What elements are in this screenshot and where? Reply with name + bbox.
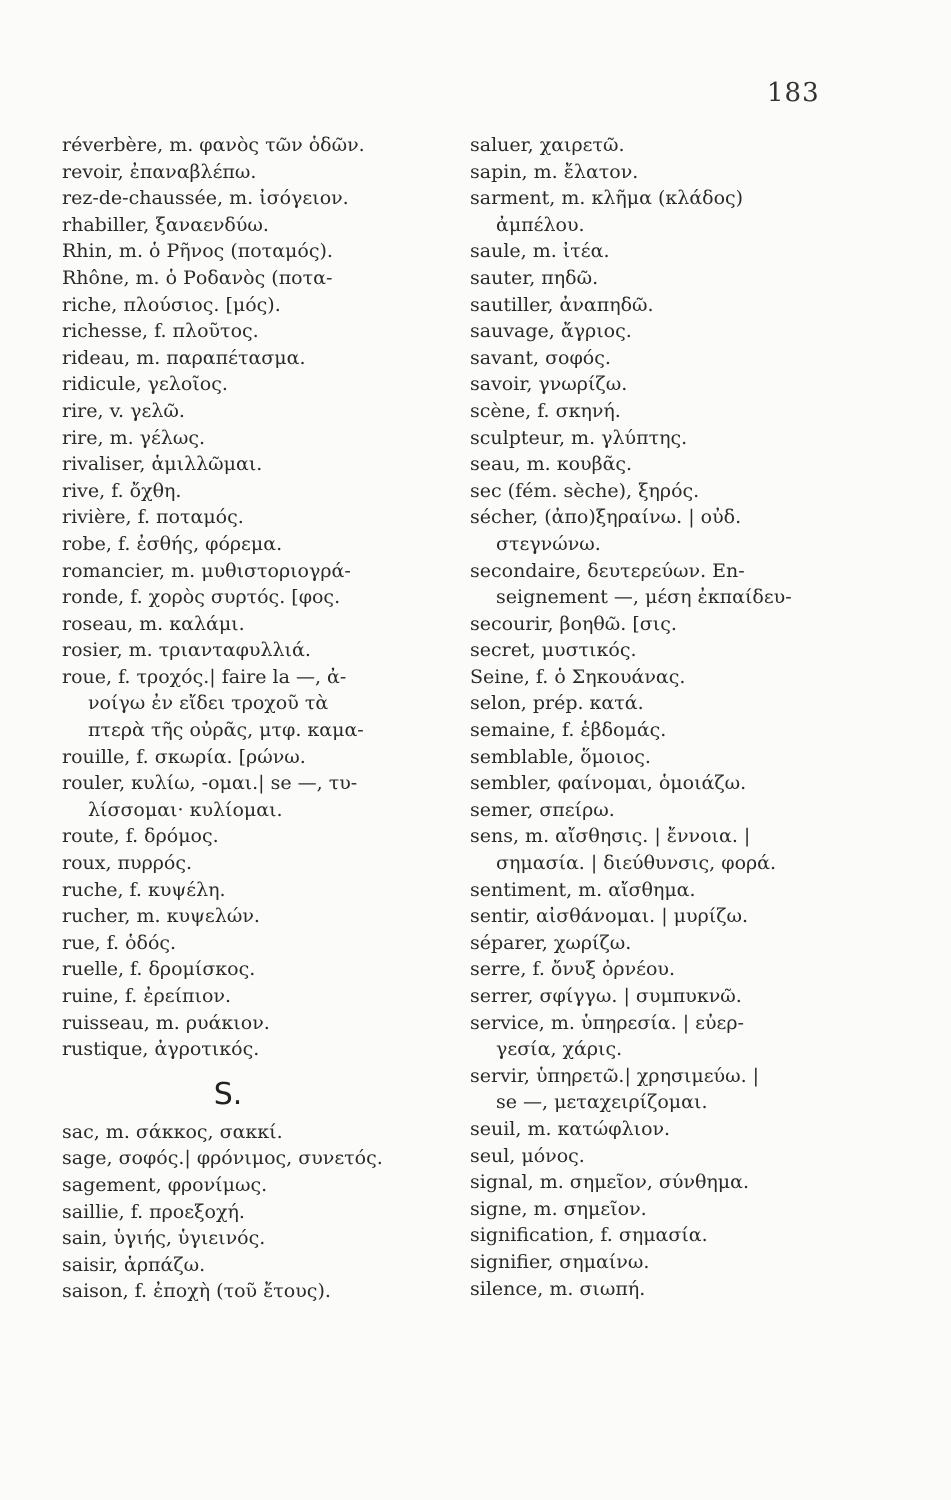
dictionary-entry-line: richesse, f. πλοῦτος. (62, 320, 259, 343)
dictionary-entry-line: rouler, κυλίω, -ομαι.| se —, τυ- (62, 772, 358, 795)
dictionary-entry-line: saluer, χαιρετῶ. (470, 134, 625, 156)
dictionary-entry-line: ruisseau, m. ρυάκιον. (62, 1011, 270, 1034)
dictionary-entry-line: στεγνώνω. (496, 532, 601, 555)
dictionary-entry-line: sculpteur, m. γλύπτης. (470, 426, 688, 449)
dictionary-entry-line: seau, m. κουβᾶς. (470, 453, 633, 476)
right-column (470, 132, 890, 1302)
dictionary-entry-line: γεσία, χάρις. (496, 1038, 623, 1061)
section-letter-s: S. (213, 1076, 243, 1112)
dictionary-entry-line: rucher, m. κυψελών. (62, 905, 260, 928)
dictionary-entry-line: sentir, αἰσθάνομαι. | μυρίζω. (470, 905, 749, 928)
dictionary-entry-line: rideau, m. παραπέτασμα. (62, 346, 306, 369)
dictionary-entry-line: signifier, σημαίνω. (470, 1250, 650, 1273)
dictionary-entry-line: sens, m. αἴσθησις. | ἔννοια. | (470, 825, 751, 848)
dictionary-entry-line: romancier, m. μυθιστοριογρά- (62, 559, 351, 582)
dictionary-entry-line: service, m. ὑπηρεσία. | εὐερ- (470, 1011, 744, 1034)
dictionary-entry-line: secret, μυστικός. (470, 639, 637, 662)
left-entries-s (62, 1119, 454, 1305)
dictionary-entry-line: rue, f. ὁδός. (62, 931, 177, 954)
dictionary-entry-line: signification, f. σημασία. (470, 1224, 708, 1247)
dictionary-entry-line: ridicule, γελοῖος. (62, 373, 228, 396)
dictionary-entry-line: se —, μεταχειρίζομαι. (496, 1091, 708, 1114)
dictionary-entry-line: seul, μόνος. (470, 1144, 585, 1167)
dictionary-entry-line: πτερὰ τῆς οὐρᾶς, μτφ. καμα- (88, 719, 364, 742)
dictionary-entry-line: rivaliser, ἁμιλλῶμαι. (62, 453, 263, 476)
dictionary-entry-line: semer, σπείρω. (470, 798, 615, 821)
dictionary-entry-line: sec (fém. sèche), ξηρός. (470, 479, 700, 502)
dictionary-entry-line: semaine, f. ἑβδομάς. (470, 719, 667, 742)
dictionary-entry-line: sauvage, ἄγριος. (470, 320, 632, 343)
dictionary-entry-line: sain, ὑγιής, ὑγιεινός. (62, 1227, 266, 1250)
dictionary-entry-line: saisir, ἁρπάζω. (62, 1253, 206, 1276)
dictionary-entry-line: secondaire, δευτερεύων. En- (470, 559, 745, 582)
dictionary-entry-line: rouille, f. σκωρία. [ρώνω. (62, 745, 306, 768)
dictionary-entry-line: signe, m. σημεῖον. (470, 1197, 647, 1220)
dictionary-entry-line: signal, m. σημεῖον, σύνθημα. (470, 1171, 749, 1194)
dictionary-entry-line: rivière, f. ποταμός. (62, 506, 244, 529)
dictionary-entry-line: rire, m. γέλως. (62, 426, 206, 449)
dictionary-entry-line: Rhône, m. ὁ Ροδανὸς (ποτα- (62, 266, 333, 289)
dictionary-entry-line: riche, πλούσιος. [μός). (62, 293, 281, 316)
dictionary-entry-line: sentiment, m. αἴσθημα. (470, 878, 696, 901)
left-entries-r (62, 132, 454, 1063)
dictionary-entry-line: seignement —, μέση ἐκπαίδευ- (496, 586, 792, 609)
dictionary-entry-line: route, f. δρόμος. (62, 825, 219, 848)
dictionary-entry-line: ronde, f. χορὸς συρτός. [φος. (62, 586, 341, 609)
dictionary-entry-line: silence, m. σιωπή. (470, 1277, 646, 1300)
dictionary-entry-line: λίσσομαι· κυλίομαι. (88, 798, 283, 821)
dictionary-entry-line: rhabiller, ξαναενδύω. (62, 213, 269, 236)
dictionary-entry-line: Rhin, m. ὁ Ρῆνος (ποταμός). (62, 240, 333, 263)
dictionary-entry-line: saison, f. ἐποχὴ (τοῦ ἔτους). (62, 1280, 331, 1303)
dictionary-entry-line: réverbère, m. φανὸς τῶν ὁδῶν. (62, 134, 365, 156)
dictionary-entry-line: ruche, f. κυψέλη. (62, 878, 226, 901)
dictionary-entry-line: séparer, χωρίζω. (470, 931, 632, 954)
dictionary-entry-line: secourir, βοηθῶ. [σις. (470, 612, 677, 635)
dictionary-entry-line: sécher, (ἀπο)ξηραίνω. | οὐδ. (470, 506, 742, 529)
dictionary-entry-line: roseau, m. καλάμι. (62, 612, 245, 635)
dictionary-entry-line: sapin, m. ἔλατον. (470, 160, 639, 183)
dictionary-entry-line: rustique, ἀγροτικός. (62, 1038, 260, 1061)
dictionary-entry-line: sauter, πηδῶ. (470, 266, 599, 289)
dictionary-entry-line: sage, σοφός.| φρόνιμος, συνετός. (62, 1147, 383, 1170)
dictionary-entry-line: rire, v. γελῶ. (62, 399, 185, 422)
dictionary-entry-line: ruelle, f. δρομίσκος. (62, 958, 256, 981)
dictionary-entry-line: servir, ὑπηρετῶ.| χρησιμεύω. | (470, 1064, 760, 1087)
dictionary-entry-line: sagement, φρονίμως. (62, 1173, 268, 1196)
dictionary-entry-line: ἀμπέλου. (496, 213, 585, 236)
dictionary-entry-line: serrer, σφίγγω. | συμπυκνῶ. (470, 985, 742, 1007)
right-entries (470, 132, 890, 1302)
dictionary-entry-line: roue, f. τροχός.| faire la —, ἀ- (62, 665, 347, 688)
dictionary-entry-line: sembler, φαίνομαι, ὁμοιάζω. (470, 772, 747, 795)
dictionary-entry-line: Seine, f. ὁ Σηκουάνας. (470, 665, 686, 688)
dictionary-entry-line: σημασία. | διεύθυνσις, φορά. (496, 852, 777, 875)
dictionary-entry-line: serre, f. ὄνυξ ὀρνέου. (470, 958, 675, 981)
dictionary-entry-line: selon, prép. κατά. (470, 692, 644, 715)
dictionary-entry-line: ruine, f. ἐρείπιον. (62, 985, 232, 1007)
dictionary-entry-line: seuil, m. κατώφλιον. (470, 1117, 671, 1140)
dictionary-entry-line: savant, σοφός. (470, 346, 611, 369)
dictionary-entry-line: sautiller, ἀναπηδῶ. (470, 293, 654, 316)
dictionary-entry-line: νοίγω ἐν εἴδει τροχοῦ τὰ (88, 692, 329, 715)
dictionary-entry-line: scène, f. σκηνή. (470, 399, 621, 422)
dictionary-entry-line: saule, m. ἰτέα. (470, 240, 610, 263)
dictionary-entry-line: sarment, m. κλῆμα (κλάδος) (470, 187, 744, 210)
page-number: 183 (767, 78, 820, 108)
dictionary-entry-line: saillie, f. προεξοχή. (62, 1200, 245, 1223)
dictionary-entry-line: rez-de-chaussée, m. ἰσόγειον. (62, 187, 349, 210)
dictionary-entry-line: revoir, ἐπαναβλέπω. (62, 160, 257, 183)
dictionary-entry-line: semblable, ὅμοιος. (470, 745, 651, 768)
dictionary-entry-line: savoir, γνωρίζω. (470, 373, 628, 396)
dictionary-entry-line: sac, m. σάκκος, σακκί. (62, 1120, 283, 1143)
dictionary-entry-line: robe, f. ἐσθής, φόρεμα. (62, 532, 283, 555)
dictionary-entry-line: roux, πυρρός. (62, 852, 193, 875)
dictionary-entry-line: rosier, m. τριανταφυλλιά. (62, 639, 311, 662)
dictionary-entry-line: rive, f. ὄχθη. (62, 479, 182, 502)
left-column (62, 132, 454, 1305)
